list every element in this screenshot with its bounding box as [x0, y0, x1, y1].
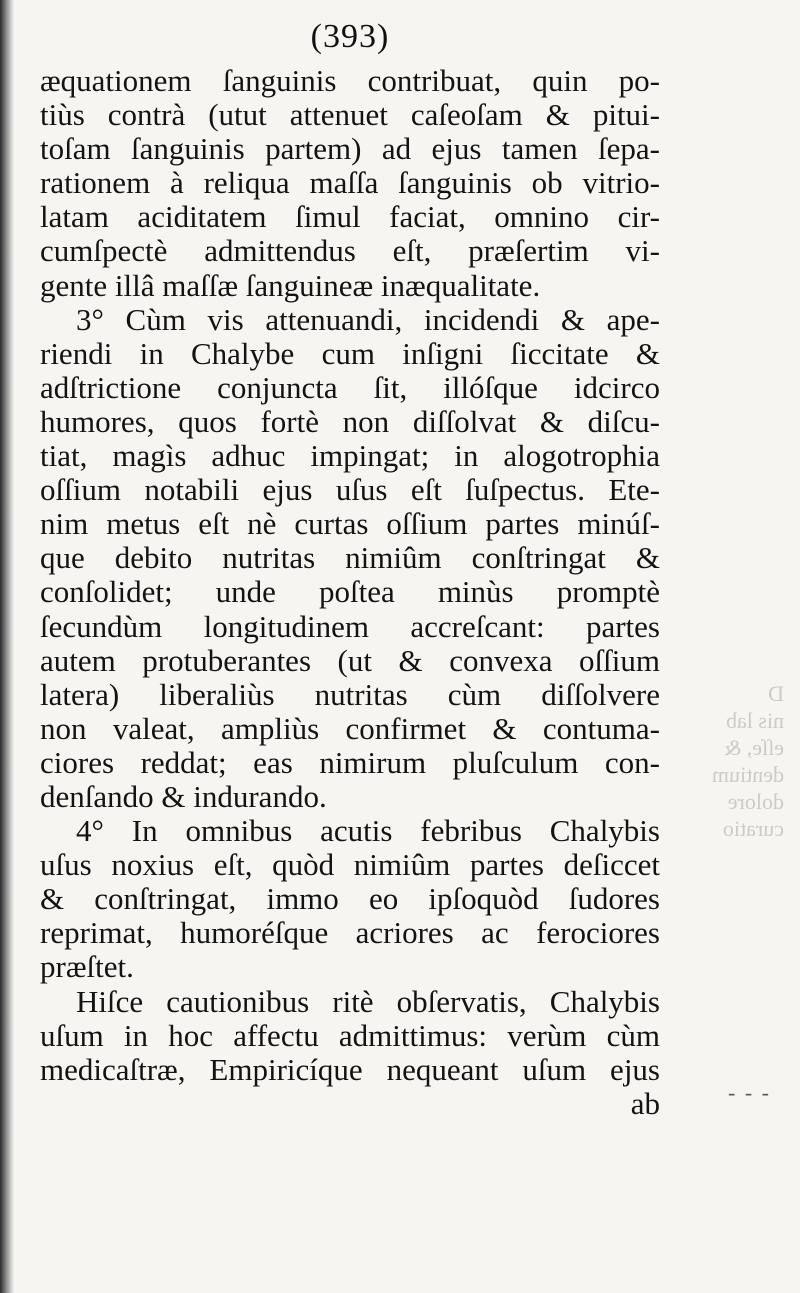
body-text: [40, 64, 660, 1121]
text-line: latera) liberaliùs nutritas cùm diſſolvere: [40, 676, 660, 712]
text-line: denſando & indurando.: [40, 778, 327, 814]
show-through-text: [664, 680, 784, 842]
text-line: riendi in Chalybe cum inſigni ſiccitate &: [40, 335, 660, 371]
text-line: præſtet.: [40, 949, 134, 985]
show-through-line: dolore: [727, 789, 784, 814]
text-line: tiùs contrà (utut attenuet caſeoſam & pitui-: [40, 97, 660, 133]
text-line: æquationem ſanguinis contribuat, quin po-: [40, 63, 660, 98]
text-line: & conſtringat, immo eo ipſoquòd ſudores: [40, 881, 660, 917]
text-line: oſſium notabili ejus uſus eſt ſuſpectus. Ete-: [40, 472, 660, 508]
paragraph-start-line: 3° Cùm vis attenuandi, incidendi & ape-: [76, 301, 660, 337]
text-line: medicaſtræ, Empiricíque nequeant uſum ejus: [40, 1051, 660, 1087]
text-line: nim metus eſt nè curtas oſſium partes minúſ-: [40, 506, 660, 542]
text-line: non valeat, ampliùs confirmet & contuma-: [40, 710, 660, 746]
text-line: gente illâ maſſæ ſanguineæ inæqualitate.: [40, 267, 541, 303]
text-line: rationem à reliqua maſſa ſanguinis ob vitrio-: [40, 165, 660, 201]
page-number: (393): [310, 18, 390, 55]
paragraph-start-line: Hiſce cautionibus ritè obſervatis, Chalybis: [76, 983, 660, 1019]
show-through-line: dentium: [711, 762, 784, 787]
catchword: ab: [630, 1085, 660, 1121]
text-line: uſus noxius eſt, quòd nimiûm partes deſiccet: [40, 847, 660, 883]
text-line: ciores reddat; eas nimirum pluſculum con-: [40, 744, 660, 780]
show-through-line: D: [768, 681, 784, 706]
text-line: conſolidet; unde poſtea minùs promptè: [40, 574, 660, 610]
text-line: uſum in hoc affectu admittimus: verùm cùm: [40, 1017, 660, 1053]
show-through-line: eſſe, &: [724, 735, 784, 760]
show-through-line: curatio: [722, 816, 784, 841]
text-line: humores, quos fortè non diſſolvat & diſcu-: [40, 403, 660, 439]
text-line: reprimat, humoréſque acriores ac ferociores: [40, 915, 660, 951]
text-line: toſam ſanguinis partem) ad ejus tamen ſepa-: [40, 131, 660, 167]
show-through-line: nis lab: [725, 708, 784, 733]
paragraph-start-line: 4° In omnibus acutis febribus Chalybis: [76, 813, 660, 849]
text-line: tiat, magìs adhuc impingat; in alogotrophia: [40, 438, 660, 474]
text-line: ſecundùm longitudinem accreſcant: partes: [40, 608, 660, 644]
text-line: que debito nutritas nimiûm conſtringat &: [40, 540, 660, 576]
text-line: adſtrictione conjuncta ſit, illóſque idcirco: [40, 369, 660, 405]
text-line: latam aciditatem ſimul faciat, omnino cir-: [40, 199, 660, 235]
margin-mark: - - -: [728, 1080, 771, 1105]
gutter-shadow: [0, 0, 14, 1293]
text-line: cumſpectè admittendus eſt, præſertim vi-: [40, 233, 660, 269]
text-line: autem protuberantes (ut & convexa oſſium: [40, 642, 660, 678]
